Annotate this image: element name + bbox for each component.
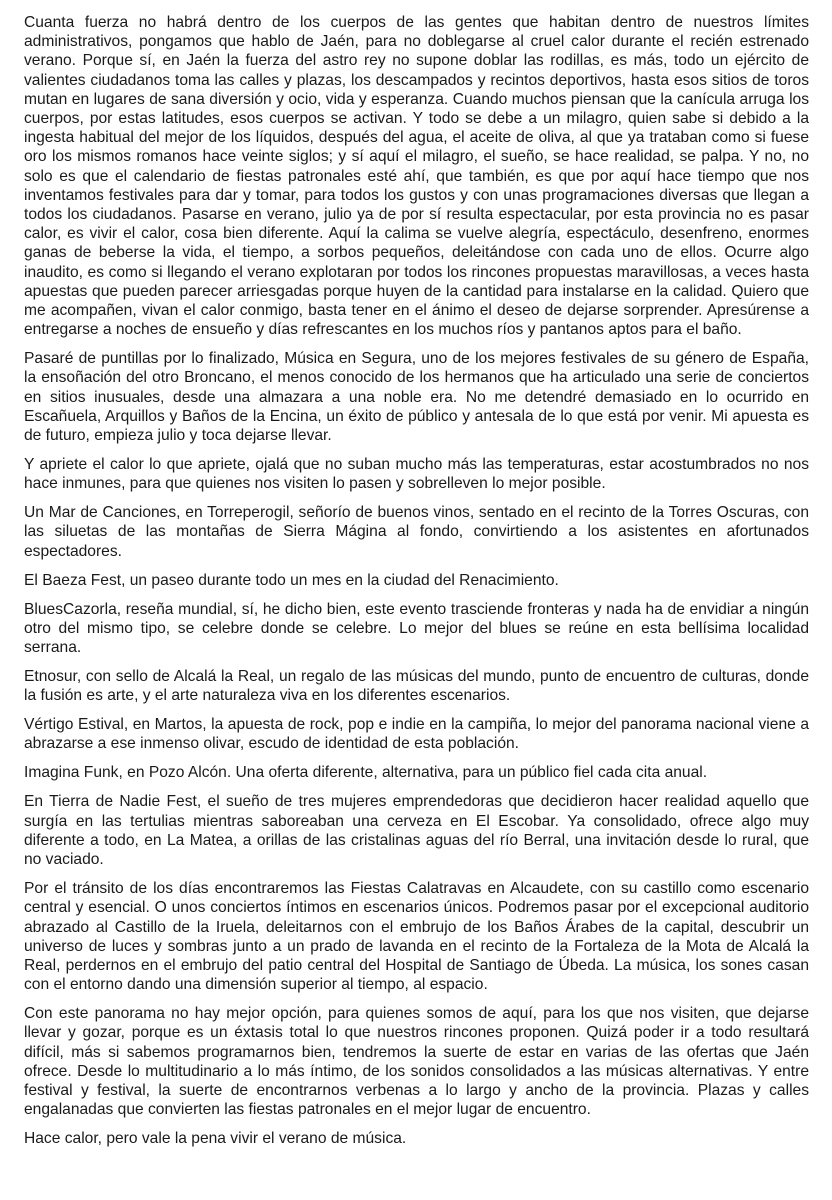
paragraph-vertigo-estival: Vértigo Estival, en Martos, la apuesta de rock, pop e indie en la campiña, lo mejor del panorama nacional viene a abrazarse a ese inmenso olivar, escudo de identidad de esta población. bbox=[24, 716, 809, 753]
paragraph-bluescazorla: BluesCazorla, reseña mundial, sí, he dicho bien, este evento trasciende fronteras y nada ha de envidiar a ningún otro del mismo tipo, se celebre donde se celebre. Lo mejor del blues se reúne en esta bellísima localidad serrana. bbox=[24, 600, 809, 657]
paragraph-closing: Hace calor, pero vale la pena vivir el verano de música. bbox=[24, 1130, 407, 1148]
paragraph-intro: Cuanta fuerza no habrá dentro de los cuerpos de las gentes que habitan dentro de nuestros límites administrativos, pongamos que hablo de Jaén, para no doblegarse al cruel calor durante el recién estrenado verano. Porque sí, en Jaén la fuerza del astro rey no supone doblar las rodillas, es más, todo un ejército de valientes ciudadanos toma las calles y plazas, los descampados y recintos deportivos, hasta esos sitios de toros mutan en lugares de sana diversión y ocio, vida y esperanza. Cuando muchos piensan que la canícula arruga los cuerpos, por estas latitudes, esos cuerpos se activan. Y todo se debe a un milagro, quien sabe si debido a la ingesta habitual del mejor de los líquidos, después del agua, el aceite de oliva, al que ya trataban como si fuese oro los mismos romanos hace veinte siglos; y sí aquí el milagro, el sueño, se hace realidad, se palpa. Y no, no solo es que el calendario de fiestas patronales esté ahí, que también, es que por aquí hace tiempo que nos inventamos festivales para dar y tomar, para todos los gustos y con unas programaciones diversas que llegan a todos los ciudadanos. Pasarse en verano, julio ya de por sí resulta espectacular, por esta provincia no es pasar calor, es vivir el calor, cosa bien diferente. Aquí la calima se vuelve alegría, espectáculo, desenfreno, enormes ganas de beberse la vida, el tiempo, a sorbos pequeños, deleitándose con cada uno de ellos. Ocurre algo inaudito, es como si llegando el verano explotaran por todos los rincones propuestas maravillosas, a veces hasta apuestas que pueden parecer arriesgadas porque huyen de la cantidad para instalarse en la calidad. Quiero que me acompañen, vivan el calor conmigo, basta tener en el ánimo el deseo de dejarse sorprender. Apresúrense a entregarse a noches de ensueño y días refrescantes en los muchos ríos y pantanos aptos para el baño. bbox=[24, 14, 809, 339]
paragraph-calor: Y apriete el calor lo que apriete, ojalá que no suban mucho más las temperaturas, estar acostumbrados no nos hace inmunes, para que quienes nos visiten lo pasen y sobrelleven lo mejor posible. bbox=[24, 456, 809, 493]
paragraph-baeza-fest: El Baeza Fest, un paseo durante todo un mes en la ciudad del Renacimiento. bbox=[24, 571, 559, 589]
article-body bbox=[24, 13, 809, 1158]
paragraph-musica-en-segura: Pasaré de puntillas por lo finalizado, Música en Segura, uno de los mejores festivales de su género de España, la ensoñación del otro Broncano, el menos conocido de los hermanos que ha articulado una serie de conciertos en sitios inusuales, desde una almazara a una noble era. No me detendré demasiado en lo ocurrido en Escañuela, Arquillos y Baños de la Encina, un éxito de público y antesala de lo que está por venir. Mi apuesta es de futuro, empieza julio y toca dejarse llevar. bbox=[24, 350, 809, 445]
paragraph-tierra-de-nadie: En Tierra de Nadie Fest, el sueño de tres mujeres emprendedoras que decidieron hacer realidad aquello que surgía en las tertulias mientras saboreaban una cerveza en El Escobar. Ya consolidado, ofrece algo muy diferente a todo, en La Matea, a orillas de las cristalinas aguas del río Berral, una invitación desde lo rural, que no vaciado. bbox=[24, 793, 809, 869]
paragraph-etnosur: Etnosur, con sello de Alcalá la Real, un regalo de las músicas del mundo, punto de encuentro de culturas, donde la fusión es arte, y el arte naturaleza viva en los diferentes escenarios. bbox=[24, 668, 809, 705]
paragraph-imagina-funk: Imagina Funk, en Pozo Alcón. Una oferta diferente, alternativa, para un público fiel cada cita anual. bbox=[24, 764, 708, 782]
paragraph-fiestas-calatravas: Por el tránsito de los días encontraremos las Fiestas Calatravas en Alcaudete, con su castillo como escenario central y esencial. O unos conciertos íntimos en escenarios únicos. Podremos pasar por el excepcional auditorio abrazado al Castillo de la Iruela, deleitarnos con el embrujo de los Baños Árabes de la capital, descubrir un universo de luces y sombras junto a un prado de lavanda en el recinto de la Fortaleza de la Mota de Alcalá la Real, perdernos en el embrujo del patio central del Hospital de Santiago de Úbeda. La música, los sones casan con el entorno dando una dimensión superior al tiempo, al espacio. bbox=[24, 880, 809, 994]
paragraph-mar-de-canciones: Un Mar de Canciones, en Torreperogil, señorío de buenos vinos, sentado en el recinto de la Torres Oscuras, con las siluetas de las montañas de Sierra Mágina al fondo, convirtiendo a los asistentes en afortunados espectadores. bbox=[24, 504, 809, 560]
paragraph-panorama: Con este panorama no hay mejor opción, para quienes somos de aquí, para los que nos visiten, que dejarse llevar y gozar, porque es un éxtasis total lo que nuestros rincones proponen. Quizá poder ir a todo resultará difícil, más si sabemos programarnos bien, tendremos la suerte de estar en varias de las ofertas que Jaén ofrece. Desde lo multitudinario a lo más íntimo, de los sonidos consolidados a las músicas alternativas. Y entre festival y festival, la suerte de encontrarnos verbenas a lo largo y ancho de la provincia. Plazas y calles engalanadas que convierten las fiestas patronales en el mejor lugar de encuentro. bbox=[24, 1005, 809, 1119]
